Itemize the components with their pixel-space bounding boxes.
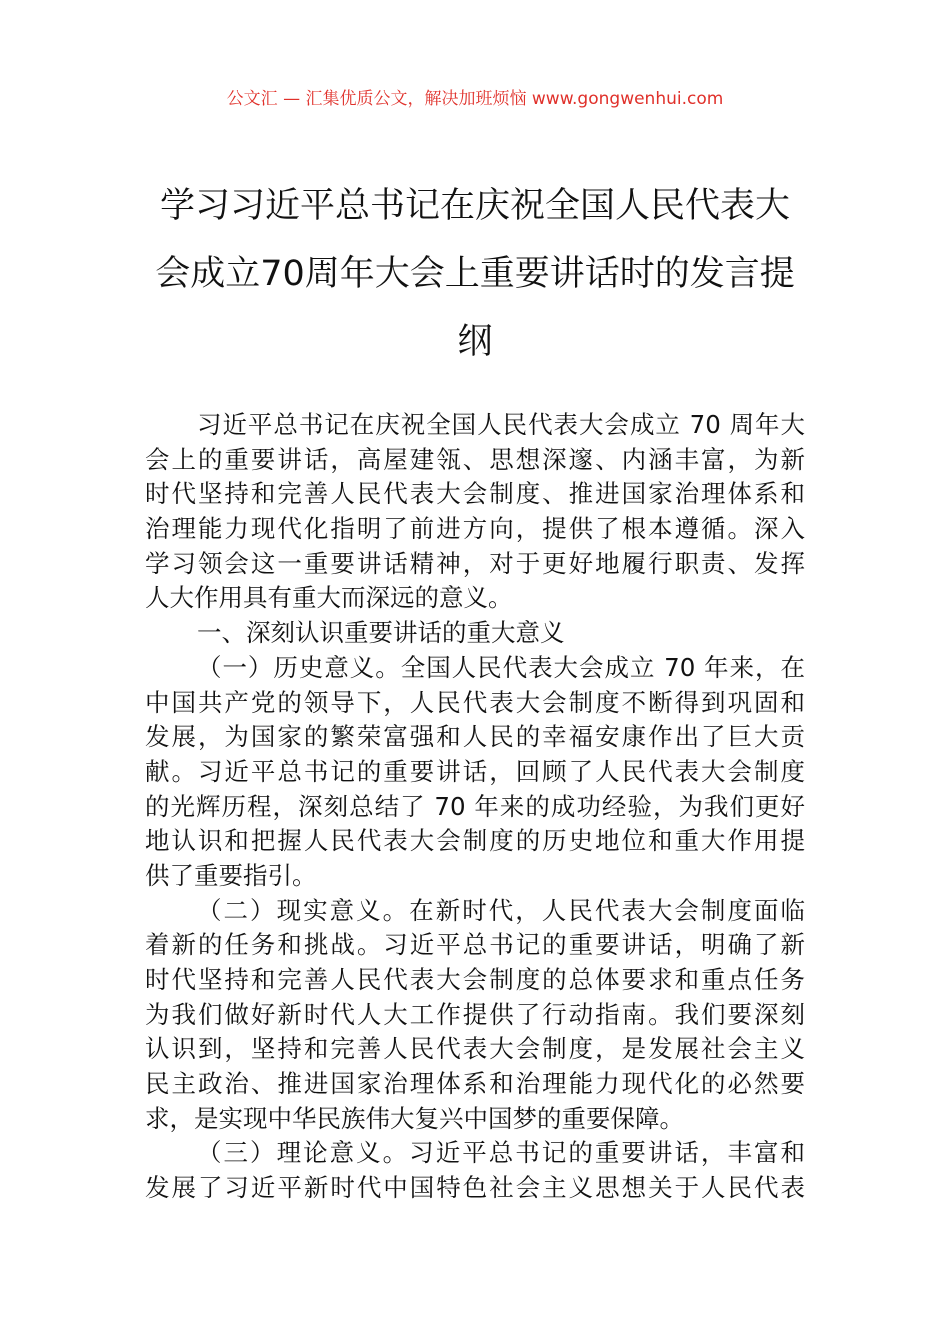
body-text-line: 着新的任务和挑战。习近平总书记的重要讲话，明确了新 [145,930,805,960]
body-text-line: 会上的重要讲话，高屋建瓴、思想深邃、内涵丰富，为新 [145,444,805,474]
title-line: 纲 [457,322,493,362]
body-text-line: 中国共产党的领导下，人民代表大会制度不断得到巩固和 [145,687,805,717]
body-text-line: （三）理论意义。习近平总书记的重要讲话，丰富和 [197,1138,805,1168]
body-text-line: 学习领会这一重要讲话精神，对于更好地履行职责、发挥 [145,548,805,578]
body-text-line: 发展了习近平新时代中国特色社会主义思想关于人民代表 [145,1173,805,1203]
body-text-line: 时代坚持和完善人民代表大会制度的总体要求和重点任务 [145,965,805,994]
body-text-line: 认识到，坚持和完善人民代表大会制度，是发展社会主义 [145,1034,805,1064]
body-text-line: 的光辉历程，深刻总结了 70 年来的成功经验，为我们更好 [145,791,805,821]
body-text-line: 地认识和把握人民代表大会制度的历史地位和重大作用提 [145,826,805,856]
body-text-line: 献。习近平总书记的重要讲话，回顾了人民代表大会制度 [145,756,805,786]
body-text-line: 治理能力现代化指明了前进方向，提供了根本遵循。深入 [145,514,805,544]
body-text-line: 习近平总书记在庆祝全国人民代表大会成立 70 周年大 [197,410,805,439]
document-title [140,172,810,376]
body-text-line: 时代坚持和完善人民代表大会制度、推进国家治理体系和 [145,479,805,509]
body-text-line: 发展，为国家的繁荣富强和人民的幸福安康作出了巨大贡 [145,722,805,752]
title-line: 会成立70周年大会上重要讲话时的发言提 [155,254,795,294]
body-text-line: （一）历史意义。全国人民代表大会成立 70 年来，在 [197,652,805,682]
body-text-line: 供了重要指引。 [145,860,317,890]
document-body [145,408,805,1206]
body-text-line: 民主政治、推进国家治理体系和治理能力现代化的必然要 [145,1069,805,1099]
watermark-header: 公文汇 — 汇集优质公文，解决加班烦恼 www.gongwenhui.com [226,89,724,109]
body-text-line: 为我们做好新时代人大工作提供了行动指南。我们要深刻 [145,999,805,1029]
body-text-line: （二）现实意义。在新时代，人民代表大会制度面临 [197,895,805,925]
body-text-line: 人大作用具有重大而深远的意义。 [145,583,513,613]
body-text-line: 一、深刻认识重要讲话的重大意义 [197,618,565,648]
body-text-line: 求，是实现中华民族伟大复兴中国梦的重要保障。 [145,1103,684,1133]
title-line: 学习习近平总书记在庆祝全国人民代表大 [159,186,790,226]
